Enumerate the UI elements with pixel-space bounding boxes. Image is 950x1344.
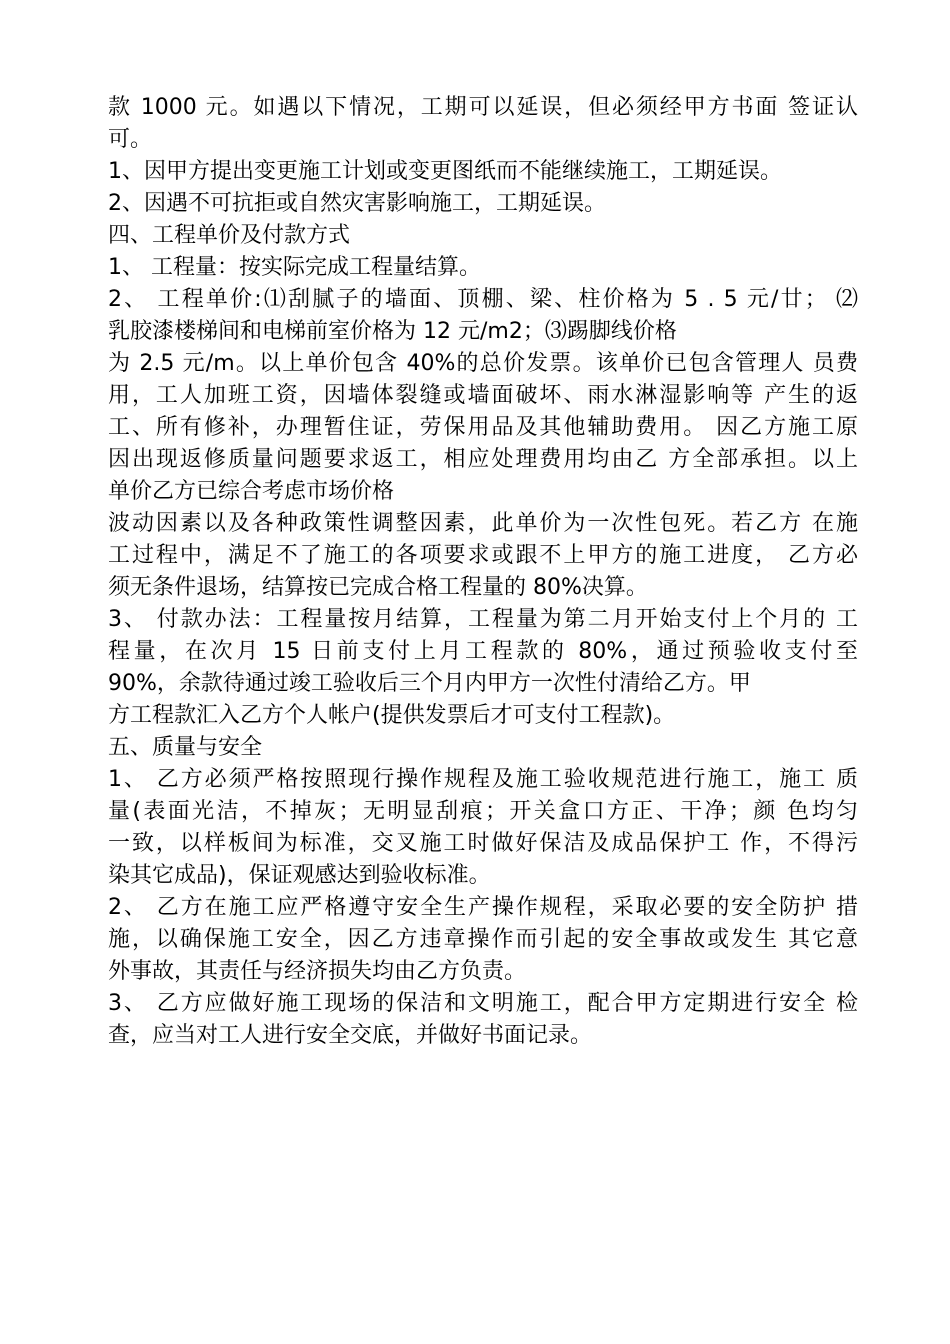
text-line: 乳胶漆楼梯间和电梯前室价格为 12 元/m2；⑶踢脚线价格 [108, 319, 677, 344]
text-line: 3、 乙方应做好施工现场的保洁和文明施工，配合甲方定期进行安全 检 [108, 991, 858, 1016]
text-line: 2、 工程单价:⑴刮腻子的墙面、顶棚、梁、柱价格为 5 . 5 元/廿； ⑵ [108, 287, 858, 312]
text-line: 可。 [108, 127, 153, 152]
text-line: 方工程款汇入乙方个人帐户(提供发票后才可支付工程款)。 [108, 703, 676, 728]
text-line: 2、因遇不可抗拒或自然灾害影响施工，工期延误。 [108, 191, 606, 216]
text-line: 程量，在次月 15 日前支付上月工程款的 80%，通过预验收支付至 [108, 639, 858, 664]
text-line: 查，应当对工人进行安全交底，并做好书面记录。 [108, 1023, 593, 1048]
text-line: 量(表面光洁，不掉灰；无明显刮痕；开关盒口方正、干净；颜 色均匀 [108, 799, 858, 824]
text-line: 3、 付款办法：工程量按月结算，工程量为第二月开始支付上个月的 工 [108, 607, 858, 632]
text-line: 波动因素以及各种政策性调整因素，此单价为一次性包死。若乙方 在施 [108, 511, 858, 536]
text-line: 用，工人加班工资，因墙体裂缝或墙面破坏、雨水淋湿影响等 产生的返 [108, 383, 858, 408]
text-line: 1、 乙方必须严格按照现行操作规程及施工验收规范进行施工，施工 质 [108, 767, 858, 792]
text-line: 须无条件退场，结算按已完成合格工程量的 80%决算。 [108, 575, 648, 600]
text-line: 施，以确保施工安全，因乙方违章操作而引起的安全事故或发生 其它意 [108, 927, 858, 952]
text-line: 2、 乙方在施工应严格遵守安全生产操作规程，采取必要的安全防护 措 [108, 895, 858, 920]
text-line: 染其它成品)，保证观感达到验收标准。 [108, 863, 491, 888]
text-line: 单价乙方已综合考虑市场价格 [108, 479, 395, 504]
text-line: 因出现返修质量问题要求返工，相应处理费用均由乙 方全部承担。以上 [108, 447, 858, 472]
document-page [108, 92, 858, 1052]
text-line: 1、 工程量：按实际完成工程量结算。 [108, 255, 481, 280]
text-line: 一致，以样板间为标准，交叉施工时做好保洁及成品保护工 作，不得污 [108, 831, 858, 856]
text-line: 款 1000 元。如遇以下情况，工期可以延误，但必须经甲方书面 签证认 [108, 95, 858, 120]
text-line: 工、所有修补，办理暂住证，劳保用品及其他辅助费用。 因乙方施工原 [108, 415, 858, 440]
text-line: 1、因甲方提出变更施工计划或变更图纸而不能继续施工，工期延误。 [108, 159, 782, 184]
text-line: 五、质量与安全 [108, 735, 263, 760]
text-line: 工过程中，满足不了施工的各项要求或跟不上甲方的施工进度， 乙方必 [108, 543, 858, 568]
text-line: 四、工程单价及付款方式 [108, 223, 351, 248]
text-line: 为 2.5 元/m。以上单价包含 40%的总价发票。该单价已包含管理人 员费 [108, 351, 858, 376]
text-line: 90%，余款待通过竣工验收后三个月内甲方一次性付清给乙方。甲 [108, 671, 751, 696]
text-line: 外事故，其责任与经济损失均由乙方负责。 [108, 959, 527, 984]
